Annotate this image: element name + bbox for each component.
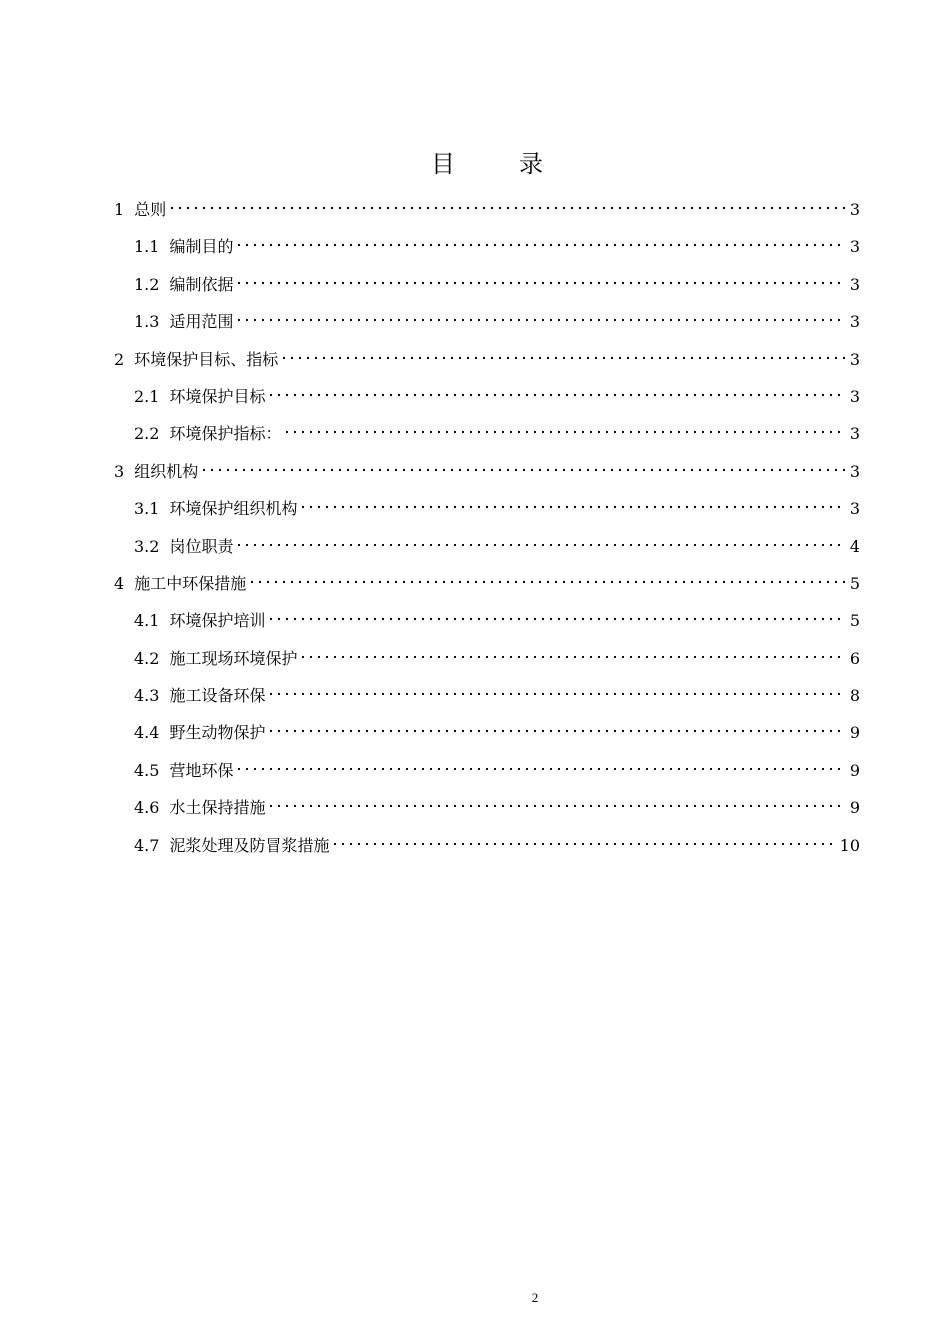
- toc-entry-number: 4.1: [134, 611, 160, 631]
- toc-entry-title: 环境保护目标、指标: [134, 349, 279, 369]
- toc-entry-number: 4.3: [134, 686, 160, 706]
- toc-entry-title: 施工现场环境保护: [169, 648, 298, 668]
- toc-entry-page: 3: [849, 274, 860, 294]
- toc-entry[interactable]: [114, 196, 860, 233]
- toc-dot-leader: [267, 804, 845, 808]
- toc-dot-leader: [248, 580, 846, 584]
- toc-dot-leader: [299, 505, 845, 509]
- toc-entry-number: 2.1: [134, 386, 160, 406]
- toc-dot-leader: [267, 617, 845, 621]
- toc-entry[interactable]: [114, 271, 860, 308]
- toc-dot-leader: [235, 318, 845, 322]
- toc-entry-number: 2.2: [134, 424, 160, 444]
- toc-dot-leader: [280, 356, 846, 360]
- toc-entry-page: 6: [849, 648, 860, 668]
- toc-entry[interactable]: [114, 757, 860, 794]
- toc-dot-leader: [267, 692, 845, 696]
- toc-entry-title: 野生动物保护: [169, 723, 266, 743]
- toc-entry-page: 3: [849, 386, 860, 406]
- toc-entry[interactable]: [114, 308, 860, 345]
- toc-dot-leader: [235, 543, 845, 547]
- toc-entry-title: 编制目的: [169, 237, 234, 257]
- toc-entry-number: 4.5: [134, 760, 160, 780]
- page-number: 2: [531, 1290, 539, 1305]
- toc-entry-page: 10: [839, 835, 860, 855]
- toc-entry-title: 泥浆处理及防冒浆措施: [169, 835, 330, 855]
- toc-entry[interactable]: [114, 570, 860, 607]
- toc-entry-title: 施工设备环保: [169, 686, 266, 706]
- toc-entry-number: 1: [114, 200, 125, 219]
- toc-entry-title: 施工中环保措施: [134, 573, 247, 593]
- toc-entry[interactable]: [114, 682, 860, 719]
- table-of-contents: [114, 196, 860, 869]
- toc-entry-page: 9: [849, 798, 860, 818]
- toc-dot-leader: [283, 430, 845, 434]
- toc-entry[interactable]: [114, 346, 860, 383]
- toc-entry-title: 编制依据: [169, 274, 234, 294]
- toc-entry[interactable]: [114, 420, 860, 457]
- toc-entry-page: 9: [849, 723, 860, 743]
- toc-entry-number: 3.1: [134, 499, 160, 519]
- toc-entry-title: 适用范围: [169, 312, 234, 332]
- toc-dot-leader: [168, 206, 846, 210]
- toc-entry-title: 环境保护目标: [169, 386, 266, 406]
- toc-dot-leader: [267, 729, 845, 733]
- toc-entry-page: 5: [849, 573, 860, 593]
- toc-entry-number: 4.2: [134, 648, 160, 668]
- toc-entry[interactable]: [114, 233, 860, 270]
- toc-dot-leader: [235, 281, 845, 285]
- toc-entry[interactable]: [114, 495, 860, 532]
- toc-dot-leader: [235, 243, 845, 247]
- toc-entry-page: 3: [849, 237, 860, 257]
- toc-entry-number: 2: [114, 349, 125, 369]
- toc-entry-title: 环境保护组织机构: [169, 499, 298, 519]
- toc-entry-page: 3: [849, 461, 860, 481]
- toc-entry[interactable]: [114, 383, 860, 420]
- toc-entry-page: 4: [849, 536, 860, 556]
- toc-dot-leader: [267, 393, 845, 397]
- toc-entry[interactable]: [114, 645, 860, 682]
- toc-entry-title: 总则: [134, 200, 167, 219]
- toc-entry-page: 3: [849, 424, 860, 444]
- toc-entry-number: 1.3: [134, 312, 160, 332]
- toc-entry-title: 组织机构: [134, 461, 199, 481]
- toc-entry-title: 水土保持措施: [169, 798, 266, 818]
- toc-entry-title: 环境保护培训: [169, 611, 266, 631]
- toc-entry-page: 8: [849, 686, 860, 706]
- toc-entry-page: 3: [849, 200, 860, 219]
- toc-entry-number: 4: [114, 573, 125, 593]
- page-title: [12, 146, 950, 182]
- toc-dot-leader: [331, 842, 835, 846]
- toc-dot-leader: [200, 468, 846, 472]
- toc-entry-page: 9: [849, 760, 860, 780]
- toc-entry[interactable]: [114, 458, 860, 495]
- toc-entry[interactable]: [114, 794, 860, 831]
- toc-entry[interactable]: [114, 533, 860, 570]
- toc-entry-number: 4.6: [134, 798, 160, 818]
- toc-entry[interactable]: [114, 607, 860, 644]
- page-title-right: 录: [519, 150, 543, 178]
- toc-entry-title: 营地环保: [169, 760, 234, 780]
- toc-entry-title: 环境保护指标：: [169, 424, 282, 444]
- toc-entry-number: 3: [114, 461, 125, 481]
- page-title-left: 目: [431, 150, 455, 178]
- toc-entry-number: 4.4: [134, 723, 160, 743]
- toc-entry-title: 岗位职责: [169, 536, 234, 556]
- toc-entry-page: 3: [849, 349, 860, 369]
- toc-entry-number: 3.2: [134, 536, 160, 556]
- toc-dot-leader: [299, 655, 845, 659]
- toc-entry-page: 3: [849, 499, 860, 519]
- toc-entry-number: 1.1: [134, 237, 160, 257]
- toc-entry[interactable]: [114, 719, 860, 756]
- toc-entry[interactable]: [114, 832, 860, 869]
- toc-entry-page: 5: [849, 611, 860, 631]
- toc-entry-page: 3: [849, 312, 860, 332]
- toc-entry-number: 1.2: [134, 274, 160, 294]
- toc-entry-number: 4.7: [134, 835, 160, 855]
- toc-dot-leader: [235, 767, 845, 771]
